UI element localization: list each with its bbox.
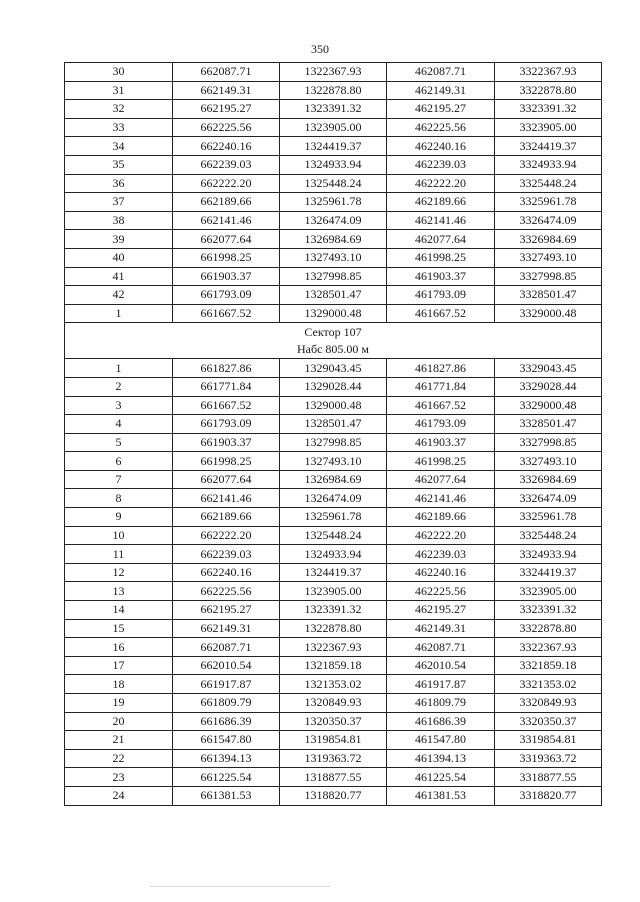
x-local-cell: 462195.27 [387,601,495,620]
table-row [65,118,602,137]
y-local-cell: 3328501.47 [495,415,602,434]
point-number-cell: 20 [65,712,173,731]
x-local-cell: 462222.20 [387,526,495,545]
table-row [65,768,602,787]
table-row [65,377,602,396]
y-coordinate-cell: 1320350.37 [280,712,387,731]
y-coordinate-cell: 1329043.45 [280,359,387,378]
x-local-cell: 462225.56 [387,582,495,601]
y-local-cell: 3325961.78 [495,193,602,212]
x-local-cell: 462077.64 [387,470,495,489]
table-row [65,508,602,527]
y-coordinate-cell: 1324933.94 [280,155,387,174]
y-coordinate-cell: 1321859.18 [280,656,387,675]
x-local-cell: 461998.25 [387,452,495,471]
x-local-cell: 461793.09 [387,286,495,305]
table-row [65,155,602,174]
x-coordinate-cell: 661998.25 [173,248,280,267]
y-coordinate-cell: 1326474.09 [280,489,387,508]
y-local-cell: 3327493.10 [495,248,602,267]
x-local-cell: 462189.66 [387,508,495,527]
y-coordinate-cell: 1321353.02 [280,675,387,694]
table-row [65,81,602,100]
page-number: 350 [311,42,329,56]
x-local-cell: 461381.53 [387,786,495,805]
x-coordinate-cell: 661686.39 [173,712,280,731]
sector-title: Сектор 107 [304,324,362,339]
table-row [65,137,602,156]
table-row [65,470,602,489]
y-local-cell: 3318820.77 [495,786,602,805]
x-coordinate-cell: 661225.54 [173,768,280,787]
x-local-cell: 461667.52 [387,304,495,323]
y-local-cell: 3326984.69 [495,470,602,489]
y-coordinate-cell: 1322367.93 [280,63,387,82]
x-coordinate-cell: 662077.64 [173,470,280,489]
y-local-cell: 3323905.00 [495,582,602,601]
table-row [65,193,602,212]
y-coordinate-cell: 1319854.81 [280,731,387,750]
y-coordinate-cell: 1325448.24 [280,174,387,193]
x-coordinate-cell: 661381.53 [173,786,280,805]
x-coordinate-cell: 661667.52 [173,304,280,323]
x-local-cell: 462240.16 [387,137,495,156]
table-row [65,211,602,230]
x-coordinate-cell: 662240.16 [173,563,280,582]
y-local-cell: 3327493.10 [495,452,602,471]
point-number-cell: 14 [65,601,173,620]
table-row [65,731,602,750]
table-row [65,433,602,452]
point-number-cell: 15 [65,619,173,638]
x-local-cell: 462077.64 [387,230,495,249]
y-local-cell: 3327998.85 [495,433,602,452]
y-coordinate-cell: 1327493.10 [280,248,387,267]
y-coordinate-cell: 1323391.32 [280,100,387,119]
point-number-cell: 19 [65,694,173,713]
x-coordinate-cell: 662239.03 [173,155,280,174]
y-local-cell: 3323391.32 [495,601,602,620]
point-number-cell: 12 [65,563,173,582]
x-coordinate-cell: 662141.46 [173,489,280,508]
y-coordinate-cell: 1318877.55 [280,768,387,787]
y-local-cell: 3322367.93 [495,63,602,82]
table-row [65,545,602,564]
y-coordinate-cell: 1327998.85 [280,267,387,286]
y-coordinate-cell: 1327493.10 [280,452,387,471]
point-number-cell: 37 [65,193,173,212]
y-coordinate-cell: 1329000.48 [280,396,387,415]
x-coordinate-cell: 662222.20 [173,526,280,545]
y-coordinate-cell: 1325961.78 [280,193,387,212]
point-number-cell: 41 [65,267,173,286]
x-coordinate-cell: 662225.56 [173,118,280,137]
y-local-cell: 3321353.02 [495,675,602,694]
point-number-cell: 34 [65,137,173,156]
point-number-cell: 42 [65,286,173,305]
point-number-cell: 1 [65,359,173,378]
x-coordinate-cell: 662225.56 [173,582,280,601]
sector-row [65,323,602,359]
table-body-before [65,63,602,323]
y-coordinate-cell: 1322878.80 [280,619,387,638]
x-local-cell: 461793.09 [387,415,495,434]
table-row [65,489,602,508]
point-number-cell: 30 [65,63,173,82]
y-local-cell: 3322878.80 [495,619,602,638]
y-local-cell: 3324419.37 [495,563,602,582]
point-number-cell: 3 [65,396,173,415]
x-local-cell: 462195.27 [387,100,495,119]
table-body-after [65,359,602,805]
y-local-cell: 3326984.69 [495,230,602,249]
y-coordinate-cell: 1326474.09 [280,211,387,230]
point-number-cell: 21 [65,731,173,750]
y-coordinate-cell: 1325961.78 [280,508,387,527]
x-local-cell: 462225.56 [387,118,495,137]
table-row [65,601,602,620]
table-row [65,786,602,805]
y-local-cell: 3321859.18 [495,656,602,675]
table-row [65,63,602,82]
y-local-cell: 3329000.48 [495,304,602,323]
point-number-cell: 18 [65,675,173,694]
table-row [65,304,602,323]
y-coordinate-cell: 1325448.24 [280,526,387,545]
x-local-cell: 462010.54 [387,656,495,675]
x-local-cell: 462239.03 [387,155,495,174]
table-row [65,359,602,378]
x-coordinate-cell: 661547.80 [173,731,280,750]
x-local-cell: 462141.46 [387,489,495,508]
point-number-cell: 5 [65,433,173,452]
x-coordinate-cell: 661903.37 [173,267,280,286]
table-row [65,452,602,471]
point-number-cell: 4 [65,415,173,434]
point-number-cell: 1 [65,304,173,323]
y-coordinate-cell: 1328501.47 [280,286,387,305]
x-local-cell: 461917.87 [387,675,495,694]
y-local-cell: 3329000.48 [495,396,602,415]
y-local-cell: 3329028.44 [495,377,602,396]
point-number-cell: 35 [65,155,173,174]
point-number-cell: 22 [65,749,173,768]
point-number-cell: 36 [65,174,173,193]
point-number-cell: 10 [65,526,173,545]
y-local-cell: 3326474.09 [495,489,602,508]
point-number-cell: 13 [65,582,173,601]
table-row [65,286,602,305]
x-coordinate-cell: 662010.54 [173,656,280,675]
x-coordinate-cell: 661394.13 [173,749,280,768]
x-local-cell: 461547.80 [387,731,495,750]
table-row [65,563,602,582]
y-local-cell: 3328501.47 [495,286,602,305]
x-local-cell: 461394.13 [387,749,495,768]
y-coordinate-cell: 1324419.37 [280,137,387,156]
table-row [65,248,602,267]
scan-edge-line [150,886,330,887]
y-coordinate-cell: 1323905.00 [280,582,387,601]
point-number-cell: 9 [65,508,173,527]
x-coordinate-cell: 662077.64 [173,230,280,249]
x-coordinate-cell: 662195.27 [173,601,280,620]
x-coordinate-cell: 661998.25 [173,452,280,471]
point-number-cell: 11 [65,545,173,564]
x-local-cell: 462087.71 [387,63,495,82]
table-row [65,582,602,601]
y-coordinate-cell: 1318820.77 [280,786,387,805]
x-local-cell: 461903.37 [387,433,495,452]
x-coordinate-cell: 661917.87 [173,675,280,694]
point-number-cell: 6 [65,452,173,471]
x-coordinate-cell: 662141.46 [173,211,280,230]
point-number-cell: 23 [65,768,173,787]
y-local-cell: 3327998.85 [495,267,602,286]
y-coordinate-cell: 1326984.69 [280,230,387,249]
x-coordinate-cell: 662239.03 [173,545,280,564]
table-row [65,694,602,713]
point-number-cell: 40 [65,248,173,267]
x-coordinate-cell: 661667.52 [173,396,280,415]
x-local-cell: 461998.25 [387,248,495,267]
point-number-cell: 33 [65,118,173,137]
point-number-cell: 17 [65,656,173,675]
point-number-cell: 24 [65,786,173,805]
x-local-cell: 462239.03 [387,545,495,564]
x-coordinate-cell: 662087.71 [173,638,280,657]
y-local-cell: 3320350.37 [495,712,602,731]
x-local-cell: 461809.79 [387,694,495,713]
x-local-cell: 462141.46 [387,211,495,230]
x-coordinate-cell: 662195.27 [173,100,280,119]
point-number-cell: 8 [65,489,173,508]
x-coordinate-cell: 662149.31 [173,81,280,100]
x-local-cell: 461771.84 [387,377,495,396]
y-local-cell: 3319854.81 [495,731,602,750]
y-local-cell: 3322878.80 [495,81,602,100]
x-coordinate-cell: 662240.16 [173,137,280,156]
x-local-cell: 462240.16 [387,563,495,582]
y-coordinate-cell: 1329028.44 [280,377,387,396]
coordinates-table [64,62,602,806]
sector-height: Набс 805.00 м [296,341,370,356]
x-coordinate-cell: 662189.66 [173,193,280,212]
y-local-cell: 3323391.32 [495,100,602,119]
table-row [65,619,602,638]
y-local-cell: 3324933.94 [495,155,602,174]
y-coordinate-cell: 1324933.94 [280,545,387,564]
point-number-cell: 7 [65,470,173,489]
table-row [65,656,602,675]
sector-cell [65,323,602,359]
table-row [65,267,602,286]
y-coordinate-cell: 1326984.69 [280,470,387,489]
y-coordinate-cell: 1322367.93 [280,638,387,657]
table-row [65,749,602,768]
y-local-cell: 3324933.94 [495,545,602,564]
point-number-cell: 16 [65,638,173,657]
y-local-cell: 3318877.55 [495,768,602,787]
y-coordinate-cell: 1322878.80 [280,81,387,100]
x-coordinate-cell: 661809.79 [173,694,280,713]
x-coordinate-cell: 661771.84 [173,377,280,396]
table-row [65,638,602,657]
y-coordinate-cell: 1328501.47 [280,415,387,434]
y-coordinate-cell: 1319363.72 [280,749,387,768]
y-local-cell: 3322367.93 [495,638,602,657]
x-local-cell: 462149.31 [387,619,495,638]
x-local-cell: 461903.37 [387,267,495,286]
y-local-cell: 3320849.93 [495,694,602,713]
x-local-cell: 462222.20 [387,174,495,193]
x-local-cell: 462087.71 [387,638,495,657]
point-number-cell: 38 [65,211,173,230]
point-number-cell: 39 [65,230,173,249]
y-local-cell: 3325961.78 [495,508,602,527]
y-coordinate-cell: 1329000.48 [280,304,387,323]
point-number-cell: 32 [65,100,173,119]
x-coordinate-cell: 662087.71 [173,63,280,82]
x-coordinate-cell: 662222.20 [173,174,280,193]
table-row [65,675,602,694]
table-row [65,100,602,119]
y-local-cell: 3325448.24 [495,174,602,193]
y-coordinate-cell: 1323905.00 [280,118,387,137]
y-local-cell: 3326474.09 [495,211,602,230]
x-local-cell: 462149.31 [387,81,495,100]
x-coordinate-cell: 661793.09 [173,286,280,305]
y-coordinate-cell: 1323391.32 [280,601,387,620]
point-number-cell: 31 [65,81,173,100]
table-row [65,174,602,193]
y-local-cell: 3325448.24 [495,526,602,545]
y-coordinate-cell: 1324419.37 [280,563,387,582]
x-coordinate-cell: 662149.31 [173,619,280,638]
x-local-cell: 461225.54 [387,768,495,787]
x-coordinate-cell: 661793.09 [173,415,280,434]
y-coordinate-cell: 1320849.93 [280,694,387,713]
y-coordinate-cell: 1327998.85 [280,433,387,452]
point-number-cell: 2 [65,377,173,396]
y-local-cell: 3329043.45 [495,359,602,378]
y-local-cell: 3319363.72 [495,749,602,768]
sector-header [65,323,602,359]
table-row [65,712,602,731]
x-coordinate-cell: 662189.66 [173,508,280,527]
x-local-cell: 461827.86 [387,359,495,378]
table-row [65,230,602,249]
x-local-cell: 461667.52 [387,396,495,415]
x-coordinate-cell: 661903.37 [173,433,280,452]
x-local-cell: 462189.66 [387,193,495,212]
table-row [65,415,602,434]
y-local-cell: 3324419.37 [495,137,602,156]
x-local-cell: 461686.39 [387,712,495,731]
table-row [65,526,602,545]
x-coordinate-cell: 661827.86 [173,359,280,378]
table-row [65,396,602,415]
y-local-cell: 3323905.00 [495,118,602,137]
